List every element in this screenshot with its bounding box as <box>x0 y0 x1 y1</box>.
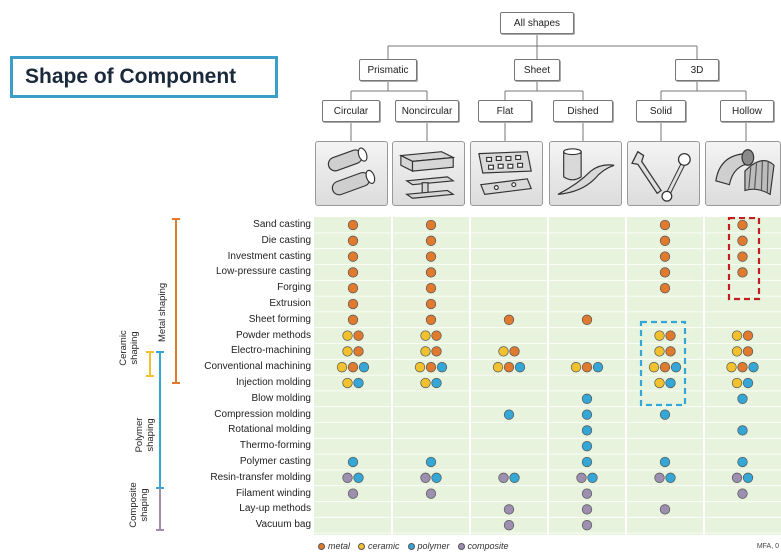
process-dot <box>343 473 353 483</box>
hollow-duct-icon <box>705 141 781 206</box>
tree-node-solid <box>636 100 686 122</box>
group-brackets <box>0 0 320 557</box>
process-dot <box>343 347 353 357</box>
process-dot <box>348 220 358 230</box>
process-dot <box>666 331 676 341</box>
process-dot <box>738 268 748 278</box>
process-dot <box>582 362 592 372</box>
process-dot <box>588 473 598 483</box>
tree-node-flat <box>478 100 532 122</box>
process-dot <box>510 473 520 483</box>
tree-node-sheet <box>514 59 560 81</box>
process-dot <box>660 252 670 262</box>
process-dot <box>504 362 514 372</box>
legend-label: ceramic <box>368 541 400 551</box>
group-label-ceramic: Ceramic shaping <box>118 330 140 366</box>
group-label-composite: Composite shaping <box>128 482 150 528</box>
composite-dot-icon <box>458 543 465 550</box>
metal-dot-icon <box>318 543 325 550</box>
process-dot <box>660 268 670 278</box>
process-dot <box>577 473 587 483</box>
tree-node-3d <box>675 59 719 81</box>
process-dot <box>738 220 748 230</box>
process-dot <box>743 473 753 483</box>
process-label: Thermo-forming <box>239 440 311 452</box>
process-dot <box>343 378 353 388</box>
process-dot <box>421 378 431 388</box>
process-dot <box>499 473 509 483</box>
process-label: Lay-up methods <box>239 503 311 515</box>
process-dot <box>348 315 358 325</box>
process-dot <box>582 505 592 515</box>
process-dot <box>426 299 436 309</box>
process-dot <box>504 410 514 420</box>
process-dot <box>432 347 442 357</box>
process-dot <box>348 283 358 293</box>
tree-node-prismatic <box>359 59 417 81</box>
process-dot <box>738 252 748 262</box>
tree-node-hollow <box>720 100 774 122</box>
process-dot <box>426 489 436 499</box>
tree-node-circular <box>322 100 380 122</box>
process-dot <box>504 520 514 530</box>
process-dot <box>426 252 436 262</box>
process-label: Injection molding <box>235 377 311 388</box>
process-dot <box>738 362 748 372</box>
legend-item-ceramic <box>358 541 400 551</box>
process-dot <box>426 283 436 293</box>
process-dot <box>432 473 442 483</box>
process-label: Vacuum bag <box>255 519 311 531</box>
process-dot <box>582 394 592 404</box>
process-dot <box>354 378 364 388</box>
process-dot <box>582 441 592 451</box>
process-dot <box>337 362 347 372</box>
process-label: Sheet forming <box>248 313 311 325</box>
process-dot <box>348 457 358 467</box>
tree-node-label: Circular <box>333 105 369 117</box>
process-dot <box>732 347 742 357</box>
legend-item-polymer <box>408 541 450 551</box>
process-dot <box>738 457 748 467</box>
process-label: Die casting <box>261 234 311 246</box>
process-dot <box>354 347 364 357</box>
process-dot <box>738 426 748 436</box>
process-dot <box>660 505 670 515</box>
process-dot <box>421 473 431 483</box>
process-label: Rotational molding <box>228 424 311 436</box>
legend-label: metal <box>328 541 351 551</box>
process-dot <box>738 394 748 404</box>
process-dot <box>743 331 753 341</box>
circular-tube-icon <box>315 141 388 206</box>
process-dot <box>493 362 503 372</box>
group-label-metal: Metal shaping <box>157 282 168 342</box>
process-dot <box>655 331 665 341</box>
process-dot <box>743 378 753 388</box>
process-dot <box>582 426 592 436</box>
process-dot <box>738 236 748 246</box>
process-dot <box>666 378 676 388</box>
process-label: Compression molding <box>214 408 311 420</box>
legend-label: polymer <box>417 541 450 551</box>
process-dot <box>426 457 436 467</box>
process-label: Powder methods <box>235 329 311 341</box>
noncircular-beam-icon <box>392 141 465 206</box>
polymer-dot-icon <box>408 543 415 550</box>
process-matrix <box>314 217 781 535</box>
process-dot <box>348 268 358 278</box>
process-dot <box>655 378 665 388</box>
process-label: Resin-transfer molding <box>210 471 311 483</box>
process-dot <box>415 362 425 372</box>
process-dot <box>671 362 681 372</box>
tree-node-dished <box>553 100 613 122</box>
process-dot <box>727 362 737 372</box>
process-dot <box>582 520 592 530</box>
process-dot <box>732 473 742 483</box>
process-dot <box>660 362 670 372</box>
process-dot <box>743 347 753 357</box>
tree-node-label: 3D <box>690 64 704 76</box>
solid-wrench-icon <box>627 141 700 206</box>
process-dot <box>426 315 436 325</box>
process-dot <box>655 347 665 357</box>
process-dot <box>348 489 358 499</box>
process-label: Filament winding <box>235 487 311 499</box>
process-dot <box>348 299 358 309</box>
process-dot <box>504 315 514 325</box>
process-dot <box>504 505 514 515</box>
process-dot <box>582 489 592 499</box>
process-dot <box>738 489 748 499</box>
process-dot <box>354 473 364 483</box>
process-dot <box>582 457 592 467</box>
tree-node-label: Solid <box>649 105 673 117</box>
process-label: Forging <box>277 282 311 294</box>
flat-sheet-icon <box>470 141 543 206</box>
process-dot <box>426 236 436 246</box>
process-dot <box>432 378 442 388</box>
process-dot <box>666 347 676 357</box>
legend <box>318 541 509 551</box>
process-dot <box>499 347 509 357</box>
process-dot <box>432 331 442 341</box>
process-dot <box>354 331 364 341</box>
process-dot <box>649 362 659 372</box>
process-dot <box>348 362 358 372</box>
process-dot <box>437 362 447 372</box>
process-label: Electro-machining <box>230 345 311 357</box>
process-dot <box>660 220 670 230</box>
tree-node-label: Prismatic <box>367 64 409 76</box>
process-label: Extrusion <box>269 298 311 309</box>
process-dot <box>359 362 369 372</box>
process-dot <box>732 331 742 341</box>
process-dot <box>343 331 353 341</box>
process-dot <box>515 362 525 372</box>
process-dot <box>660 283 670 293</box>
tree-node-label: Sheet <box>523 64 551 76</box>
process-dot <box>348 236 358 246</box>
tree-node-label: Flat <box>496 105 514 117</box>
tree-node-root-label: All shapes <box>513 17 561 29</box>
process-dot <box>749 362 759 372</box>
process-label: Blow molding <box>251 392 311 404</box>
process-dot <box>593 362 603 372</box>
process-dot <box>426 362 436 372</box>
process-dot <box>426 220 436 230</box>
legend-label: composite <box>467 541 509 551</box>
ceramic-dot-icon <box>358 543 365 550</box>
process-label: Sand casting <box>253 219 311 230</box>
process-dot <box>426 268 436 278</box>
process-dot <box>421 347 431 357</box>
process-label: Investment casting <box>227 250 311 262</box>
process-dot <box>666 473 676 483</box>
tree-node-root <box>500 12 574 34</box>
process-dot <box>582 410 592 420</box>
legend-item-composite <box>458 541 509 551</box>
process-dot <box>660 236 670 246</box>
group-label-polymer: Polymer shaping <box>134 417 156 453</box>
process-dot <box>732 378 742 388</box>
tree-node-label: Hollow <box>731 105 762 117</box>
process-dot <box>660 457 670 467</box>
tree-node-label: Noncircular <box>401 105 453 117</box>
process-dot <box>582 315 592 325</box>
dished-sheet-icon <box>549 141 622 206</box>
process-dot <box>510 347 520 357</box>
process-dot <box>660 410 670 420</box>
tree-node-noncircular <box>395 100 459 122</box>
slide-title-text: Shape of Component <box>25 65 237 88</box>
process-dot <box>348 252 358 262</box>
process-dot <box>571 362 581 372</box>
tree-node-label: Dished <box>567 105 599 117</box>
process-label: Conventional machining <box>204 361 311 373</box>
process-dot <box>421 331 431 341</box>
credit-text: MFA, 0 <box>756 543 779 550</box>
process-label: Low-pressure casting <box>215 266 311 278</box>
process-dot <box>655 473 665 483</box>
process-label: Polymer casting <box>239 456 311 467</box>
legend-item-metal <box>318 541 350 551</box>
